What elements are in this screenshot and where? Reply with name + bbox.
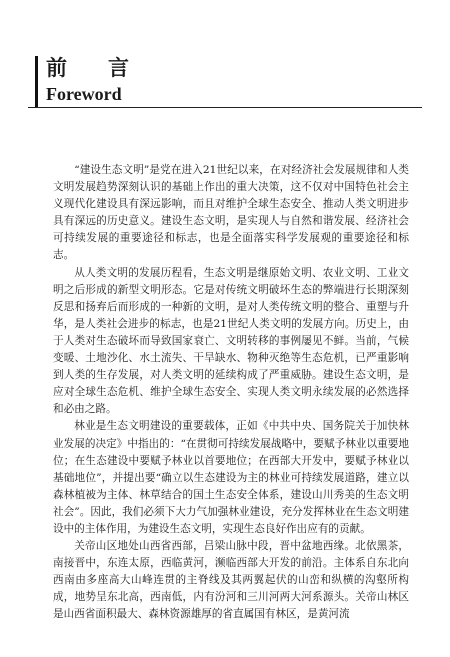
page-header — [28, 55, 422, 108]
paragraph: 关帝山区地处山西省西部，吕梁山脉中段，晋中盆地西缘。北依黑茶，南接晋中，东连太原，西临黄河，濒临西部大开发的前沿。主体系自东北向西南由多座高大山峰连贯的主脊线及其两翼起伏的山峦和纵横的沟壑所构成，地势呈东北高，西南低，内有汾河和三川河两大河系源头。关帝山林区是山西省面积最大、森林资源雄厚的省直属国有林区，是黄河流 — [53, 540, 409, 621]
paragraph: 林业是生态文明建设的重要载体，正如《中共中央、国务院关于加快林业发展的决定》中指出的：“在贯彻可持续发展战略中，要赋予林业以重要地位；在生态建设中要赋予林业以首要地位；在西部大开发中，要赋予林业以基础地位”，并提出要“确立以生态建设为主的林业可持续发展道路，建立以森林植被为主体、林草结合的国土生态安全体系，建设山川秀美的生态文明社会”。因此，我们必须下大力气加强林业建设，充分发挥林业在生态文明建设中的主体作用，为建设生态文明，实现生态良好作出应有的贡献。 — [53, 420, 409, 535]
paragraph: 从人类文明的发展历程看，生态文明是继原始文明、农业文明、工业文明之后形成的新型文明形态。它是对传统文明破坏生态的弊端进行长期深刻反思和扬弃后而形成的一种新的文明，是对人类传统文明的整合、重塑与升华，是人类社会进步的标志，也是21世纪人类文明的发展方向。历史上，由于人类对生态破坏而导致国家衰亡、文明转移的事例屡见不鲜。当前，气候变暖、土地沙化、水土流失、干旱缺水、物种灭绝等生态危机，已严重影响到人类的生存发展，对人类文明的延续构成了严重威胁。建设生态文明，是应对全球生态危机、维护全球生态安全、实现人类文明永续发展的必然选择和必由之路。 — [53, 266, 409, 416]
foreword-body — [53, 162, 409, 624]
paragraph: “建设生态文明”是党在进入21世纪以来，在对经济社会发展规律和人类文明发展趋势深刻认识的基础上作出的重大决策，这不仅对中国特色社会主义现代化建设具有深远影响，而且对维护全球生态安全、推动人类文明进步具有深远的历史意义。建设生态文明，是实现人与自然和谐发展、经济社会可持续发展的重要途径和标志，也是全面落实科学发展观的重要途径和标志。 — [53, 164, 409, 262]
header-divider — [28, 107, 422, 108]
page-title-chinese: 前 言 — [46, 56, 139, 80]
page-title-english: Foreword — [46, 84, 122, 104]
